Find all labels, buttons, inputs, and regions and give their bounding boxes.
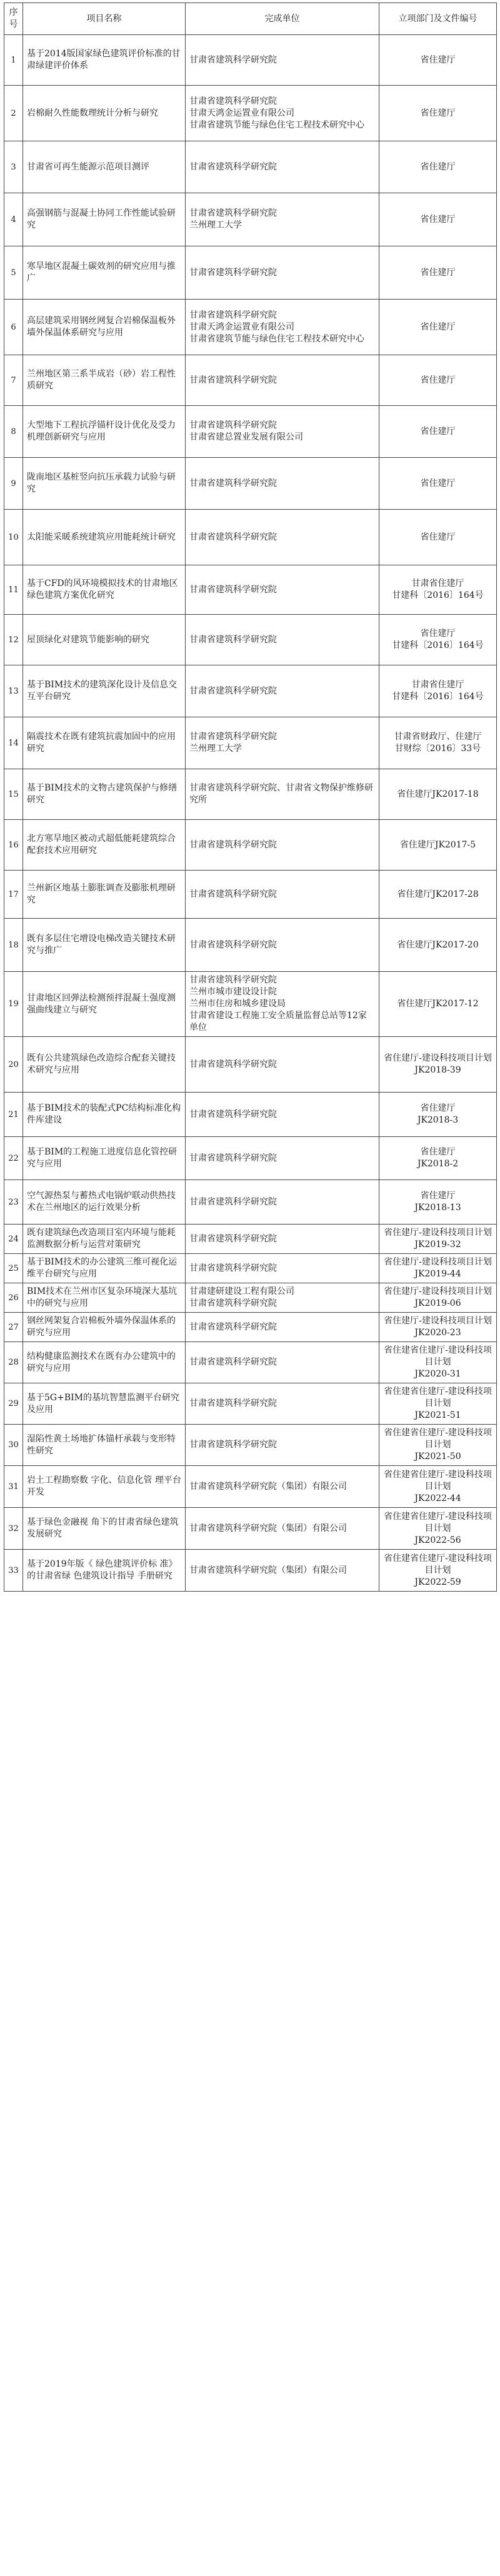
table-row bbox=[4, 1093, 497, 1137]
row-number: 12 bbox=[4, 615, 23, 665]
project-name: 岩棉耐久性能数理统计分析与研究 bbox=[23, 86, 186, 141]
dept-line: 省住建厅 bbox=[420, 321, 456, 332]
project-name: 陇南地区基桩竖向抗压承载力试验与研究 bbox=[23, 458, 186, 510]
dept-line: 省住建厅 bbox=[420, 161, 456, 172]
project-name: 隔震技术在既有建筑抗震加固中的应用研究 bbox=[23, 717, 186, 769]
approval-dept bbox=[379, 565, 497, 615]
approval-dept bbox=[379, 406, 497, 458]
dept-line: JK2021-51 bbox=[414, 1410, 461, 1420]
row-number: 18 bbox=[4, 919, 23, 972]
dept-line: 甘肃省住建厅 bbox=[411, 578, 464, 588]
table-row bbox=[4, 1254, 497, 1283]
project-name: 太阳能采暖系统建筑应用能耗统计研究 bbox=[23, 510, 186, 565]
row-number: 23 bbox=[4, 1180, 23, 1225]
project-name: 湿陷性黄土场地扩体锚杆承载与变形特性研究 bbox=[23, 1425, 186, 1466]
completing-unit bbox=[186, 246, 379, 300]
project-name: 基于BIM技术的办公建筑三维可视化运维平台研究与应用 bbox=[23, 1254, 186, 1283]
approval-dept bbox=[379, 1037, 497, 1093]
table-row bbox=[4, 919, 497, 972]
approval-dept bbox=[379, 615, 497, 665]
table-row bbox=[4, 1342, 497, 1383]
project-name: 结构健康监测技术在既有办公建筑中的研究与应用 bbox=[23, 1342, 186, 1383]
approval-dept bbox=[379, 35, 497, 86]
approval-dept bbox=[379, 972, 497, 1037]
completing-unit bbox=[186, 86, 379, 141]
dept-line: 省住建厅 bbox=[420, 1103, 456, 1113]
completing-unit bbox=[186, 355, 379, 406]
row-number: 2 bbox=[4, 86, 23, 141]
completing-unit bbox=[186, 972, 379, 1037]
completing-unit bbox=[186, 1093, 379, 1137]
dept-line: 省住建厅JK2017-5 bbox=[399, 839, 476, 850]
dept-line: 省住建省住建厅-建设科技项目计划 bbox=[384, 1428, 492, 1450]
project-name: 岩土工程勘察数 字化、信息化管 理平台开发 bbox=[23, 1466, 186, 1508]
dept-line: 省住建省住建厅-建设科技项目计划 bbox=[384, 1511, 492, 1533]
row-number: 13 bbox=[4, 665, 23, 717]
table-row bbox=[4, 458, 497, 510]
row-number: 31 bbox=[4, 1466, 23, 1508]
table-row bbox=[4, 300, 497, 355]
dept-line: JK2018-39 bbox=[414, 1065, 461, 1075]
unit-line: 甘肃省建筑科学研究院 bbox=[189, 96, 277, 106]
row-number: 16 bbox=[4, 820, 23, 871]
completing-unit bbox=[186, 510, 379, 565]
table-row bbox=[4, 86, 497, 141]
dept-line: 省住建厅JK2017-18 bbox=[397, 789, 479, 799]
unit-line: 甘肃省建筑科学研究院、甘肃省文物保护维修研究所 bbox=[189, 783, 373, 805]
unit-line: 甘肃省建筑科学研究院 bbox=[189, 161, 277, 172]
completing-unit bbox=[186, 1508, 379, 1550]
approval-dept bbox=[379, 458, 497, 510]
unit-line: 甘肃省建筑科学研究院 bbox=[189, 1440, 277, 1450]
table-row bbox=[4, 820, 497, 871]
completing-unit bbox=[186, 1342, 379, 1383]
unit-line: 甘肃省建筑科学研究院 bbox=[189, 375, 277, 385]
row-number: 6 bbox=[4, 300, 23, 355]
completing-unit bbox=[186, 35, 379, 86]
table-row bbox=[4, 1283, 497, 1313]
row-number: 17 bbox=[4, 871, 23, 919]
table-row bbox=[4, 665, 497, 717]
project-name: BIM技术在兰州市区复杂环境深大基坑中的研究与应用 bbox=[23, 1283, 186, 1313]
dept-line: JK2022-59 bbox=[414, 1577, 461, 1587]
dept-line: JK2020-31 bbox=[414, 1369, 461, 1379]
table-row bbox=[4, 871, 497, 919]
completing-unit bbox=[186, 1225, 379, 1254]
completing-unit bbox=[186, 1180, 379, 1225]
unit-line: 甘肃省建筑科学研究院 bbox=[189, 54, 277, 65]
approval-dept bbox=[379, 1466, 497, 1508]
project-name: 基于BIM技术的建筑深化设计及信息交互平台研究 bbox=[23, 665, 186, 717]
row-number: 27 bbox=[4, 1313, 23, 1342]
approval-dept bbox=[379, 1313, 497, 1342]
completing-unit bbox=[186, 406, 379, 458]
dept-line: 省住建省住建厅-建设科技项目计划 bbox=[384, 1386, 492, 1408]
approval-dept bbox=[379, 193, 497, 246]
table-row bbox=[4, 615, 497, 665]
dept-line: JK2019-32 bbox=[414, 1240, 461, 1250]
dept-line: JK2022-44 bbox=[414, 1493, 461, 1503]
dept-line: JK2019-44 bbox=[414, 1269, 461, 1279]
approval-dept bbox=[379, 717, 497, 769]
project-name: 基于CFD的风环境模拟技术的甘肃地区绿色建筑方案优化研究 bbox=[23, 565, 186, 615]
completing-unit bbox=[186, 458, 379, 510]
approval-dept bbox=[379, 665, 497, 717]
unit-line: 甘肃省建筑科学研究院 bbox=[189, 1059, 277, 1069]
table-row bbox=[4, 972, 497, 1037]
approval-dept bbox=[379, 1093, 497, 1137]
project-name: 既有多层住宅增设电梯改造关键技术研究与推广 bbox=[23, 919, 186, 972]
table-header-row bbox=[4, 3, 497, 35]
unit-line: 甘肃省建筑科学研究院 bbox=[189, 732, 277, 742]
table-row bbox=[4, 1313, 497, 1342]
completing-unit bbox=[186, 1037, 379, 1093]
unit-line: 甘肃省建筑科学研究院 bbox=[189, 634, 277, 645]
project-name: 大型地下工程抗浮锚杆设计优化及受力机理创新研究与应用 bbox=[23, 406, 186, 458]
unit-line: 甘肃省建筑科学研究院 bbox=[189, 267, 277, 278]
row-number: 20 bbox=[4, 1037, 23, 1093]
row-number: 5 bbox=[4, 246, 23, 300]
approval-dept bbox=[379, 1425, 497, 1466]
row-number: 25 bbox=[4, 1254, 23, 1283]
unit-line: 甘肃省建筑科学研究院 bbox=[189, 532, 277, 542]
unit-line: 甘肃省建筑科学研究院（集团）有限公司 bbox=[189, 1565, 347, 1575]
completing-unit bbox=[186, 665, 379, 717]
unit-line: 甘肃省建筑科学研究院 bbox=[189, 1298, 277, 1308]
dept-line: 省住建厅 bbox=[420, 426, 456, 437]
dept-line: 省住建厅 bbox=[420, 532, 456, 542]
row-number: 7 bbox=[4, 355, 23, 406]
dept-line: 省住建厅 bbox=[420, 108, 456, 118]
project-name: 既有建筑绿色改造项目室内环境与能耗监测数据分析与运营对策研究 bbox=[23, 1225, 186, 1254]
table-row bbox=[4, 35, 497, 86]
dept-line: 省住建厅 bbox=[420, 54, 456, 65]
approval-dept bbox=[379, 1342, 497, 1383]
table-row bbox=[4, 510, 497, 565]
dept-line: 甘建科〔2016〕164号 bbox=[392, 640, 484, 650]
approval-dept bbox=[379, 510, 497, 565]
completing-unit bbox=[186, 820, 379, 871]
unit-line: 甘肃天鸿金运置业有限公司 bbox=[189, 321, 294, 332]
row-number: 3 bbox=[4, 141, 23, 193]
dept-line: JK2021-50 bbox=[414, 1452, 461, 1462]
dept-line: 省住建厅-建设科技项目计划 bbox=[384, 1316, 492, 1326]
approval-dept bbox=[379, 1225, 497, 1254]
completing-unit bbox=[186, 1137, 379, 1180]
dept-line: 省住建厅 bbox=[420, 1191, 456, 1201]
unit-line: 甘肃省建设工程施工安全质量监督总站等12家单位 bbox=[189, 1011, 367, 1033]
unit-line: 甘肃省建筑科学研究院 bbox=[189, 939, 277, 950]
unit-line: 甘肃省建筑科学研究院 bbox=[189, 420, 277, 430]
completing-unit bbox=[186, 141, 379, 193]
project-name: 基于BIM的工程施工进度信息化管控研究与应用 bbox=[23, 1137, 186, 1180]
dept-line: JK2020-23 bbox=[414, 1328, 461, 1338]
unit-line: 甘肃省建筑科学研究院（集团）有限公司 bbox=[189, 1523, 347, 1533]
project-name: 甘肃地区回弹法检测预拌混凝土强度测强曲线建立与研究 bbox=[23, 972, 186, 1037]
completing-unit bbox=[186, 1425, 379, 1466]
row-number: 32 bbox=[4, 1508, 23, 1550]
row-number: 8 bbox=[4, 406, 23, 458]
unit-line: 甘肃省建筑科学研究院 bbox=[189, 208, 277, 218]
project-name: 既有公共建筑绿色改造综合配套关键技术研究与应用 bbox=[23, 1037, 186, 1093]
approval-dept bbox=[379, 300, 497, 355]
unit-line: 甘肃省建筑科学研究院 bbox=[189, 1321, 277, 1332]
unit-line: 甘肃省建筑科学研究院 bbox=[189, 1153, 277, 1163]
unit-line: 甘肃省建筑科学研究院 bbox=[189, 889, 277, 899]
completing-unit bbox=[186, 1383, 379, 1425]
completing-unit bbox=[186, 1466, 379, 1508]
unit-line: 甘肃省建筑科学研究院 bbox=[189, 975, 277, 985]
table-row bbox=[4, 1037, 497, 1093]
unit-line: 兰州理工大学 bbox=[189, 220, 242, 230]
approval-dept bbox=[379, 1508, 497, 1550]
table-row bbox=[4, 246, 497, 300]
unit-line: 甘肃省建筑科学研究院 bbox=[189, 1357, 277, 1367]
unit-line: 甘肃省建筑科学研究院 bbox=[189, 1109, 277, 1119]
project-name: 屋顶绿化对建筑节能影响的研究 bbox=[23, 615, 186, 665]
table-row bbox=[4, 1383, 497, 1425]
dept-line: 省住建厅-建设科技项目计划 bbox=[384, 1053, 492, 1063]
dept-line: 甘建科〔2016〕164号 bbox=[392, 590, 484, 600]
approval-dept bbox=[379, 141, 497, 193]
unit-line: 甘肃省建筑科学研究院 bbox=[189, 1263, 277, 1273]
unit-line: 甘肃省建筑科学研究院 bbox=[189, 839, 277, 850]
unit-line: 甘肃建研建设工程有限公司 bbox=[189, 1286, 294, 1296]
unit-line: 兰州市住房和城乡建设局 bbox=[189, 999, 286, 1009]
dept-line: 省住建厅 bbox=[420, 375, 456, 385]
completing-unit bbox=[186, 300, 379, 355]
project-name: 寒旱地区混凝土碳效剂的研究应用与推广 bbox=[23, 246, 186, 300]
approval-dept bbox=[379, 1383, 497, 1425]
project-table bbox=[4, 3, 497, 1592]
unit-line: 甘肃天鸿金运置业有限公司 bbox=[189, 108, 294, 118]
row-number: 21 bbox=[4, 1093, 23, 1137]
completing-unit bbox=[186, 769, 379, 820]
dept-line: JK2022-56 bbox=[414, 1535, 461, 1545]
project-name: 基于2019年版《 绿色建筑评价标 准》的甘肃省绿 色建筑设计指导 手册研究 bbox=[23, 1550, 186, 1592]
dept-line: JK2018-2 bbox=[417, 1159, 459, 1169]
completing-unit bbox=[186, 565, 379, 615]
unit-line: 甘肃省建筑节能与绿色住宅工程技术研究中心 bbox=[189, 333, 364, 344]
project-name: 兰州新区地基土膨胀调查及膨胀机理研究 bbox=[23, 871, 186, 919]
row-number: 14 bbox=[4, 717, 23, 769]
row-number: 26 bbox=[4, 1283, 23, 1313]
approval-dept bbox=[379, 1180, 497, 1225]
table-row bbox=[4, 193, 497, 246]
table-row bbox=[4, 406, 497, 458]
dept-line: 甘肃省财政厅、住建厅 bbox=[394, 732, 482, 742]
project-name: 高强钢筋与混凝土协同工作性能试验研究 bbox=[23, 193, 186, 246]
approval-dept bbox=[379, 1550, 497, 1592]
dept-line: 甘财综〔2016〕33号 bbox=[394, 744, 481, 754]
approval-dept bbox=[379, 769, 497, 820]
unit-line: 甘肃省建筑科学研究院（集团）有限公司 bbox=[189, 1481, 347, 1492]
header-name: 项目名称 bbox=[23, 3, 186, 35]
unit-line: 甘肃省建筑科学研究院 bbox=[189, 1196, 277, 1207]
dept-line: JK2018-13 bbox=[414, 1203, 461, 1213]
completing-unit bbox=[186, 1313, 379, 1342]
dept-line: JK2018-3 bbox=[417, 1115, 459, 1125]
row-number: 11 bbox=[4, 565, 23, 615]
approval-dept bbox=[379, 1283, 497, 1313]
dept-line: 甘肃省住建厅 bbox=[411, 680, 464, 690]
row-number: 33 bbox=[4, 1550, 23, 1592]
approval-dept bbox=[379, 246, 497, 300]
table-row bbox=[4, 1508, 497, 1550]
row-number: 24 bbox=[4, 1225, 23, 1254]
header-dept: 立项部门及文件编号 bbox=[379, 3, 497, 35]
dept-line: 省住建厅-建设科技项目计划 bbox=[384, 1257, 492, 1267]
unit-line: 甘肃省建筑科学研究院 bbox=[189, 310, 277, 320]
approval-dept bbox=[379, 1137, 497, 1180]
header-no: 序号 bbox=[4, 3, 23, 35]
dept-line: 省住建厅 bbox=[420, 267, 456, 278]
table-row bbox=[4, 1225, 497, 1254]
project-name: 空气源热泵与蓄热式电锅炉联动供热技术在兰州地区的运行效果分析 bbox=[23, 1180, 186, 1225]
approval-dept bbox=[379, 919, 497, 972]
dept-line: 省住建省住建厅-建设科技项目计划 bbox=[384, 1469, 492, 1492]
approval-dept bbox=[379, 1254, 497, 1283]
project-name: 基于BIM技术的装配式PC结构标准化构件库建设 bbox=[23, 1093, 186, 1137]
table-row bbox=[4, 1137, 497, 1180]
project-name: 甘肃省可再生能源示范项目测评 bbox=[23, 141, 186, 193]
table-row bbox=[4, 717, 497, 769]
dept-line: 省住建厅 bbox=[420, 629, 456, 639]
project-name: 基于5G+BIM的基坑智慧监测平台研究及应用 bbox=[23, 1383, 186, 1425]
dept-line: 省住建厅-建设科技项目计划 bbox=[384, 1228, 492, 1238]
header-unit: 完成单位 bbox=[186, 3, 379, 35]
project-name: 基于BIM技术的文物古建筑保护与修缮研究 bbox=[23, 769, 186, 820]
unit-line: 兰州理工大学 bbox=[189, 744, 242, 754]
unit-line: 甘肃省建筑科学研究院 bbox=[189, 1398, 277, 1408]
completing-unit bbox=[186, 1550, 379, 1592]
approval-dept bbox=[379, 871, 497, 919]
project-name: 北方寒旱地区被动式超低能耗建筑综合配套技术应用研究 bbox=[23, 820, 186, 871]
table-row bbox=[4, 769, 497, 820]
table-row bbox=[4, 1425, 497, 1466]
completing-unit bbox=[186, 919, 379, 972]
unit-line: 甘肃省建总置业发展有限公司 bbox=[189, 432, 303, 442]
approval-dept bbox=[379, 355, 497, 406]
unit-line: 甘肃省建筑科学研究院 bbox=[189, 478, 277, 488]
unit-line: 甘肃省建筑科学研究院 bbox=[189, 584, 277, 595]
project-name: 高层建筑采用钢丝网复合岩棉保温板外墙外保温体系研究与应用 bbox=[23, 300, 186, 355]
row-number: 29 bbox=[4, 1383, 23, 1425]
table-row bbox=[4, 565, 497, 615]
row-number: 1 bbox=[4, 35, 23, 86]
completing-unit bbox=[186, 1283, 379, 1313]
unit-line: 甘肃省建筑节能与绿色住宅工程技术研究中心 bbox=[189, 119, 364, 130]
table-row bbox=[4, 1466, 497, 1508]
completing-unit bbox=[186, 615, 379, 665]
dept-line: 省住建厅JK2017-12 bbox=[397, 999, 479, 1009]
project-name: 基于2014版国家绿色建筑评价标准的甘肃绿建评价体系 bbox=[23, 35, 186, 86]
dept-line: 省住建厅-建设科技项目计划 bbox=[384, 1286, 492, 1296]
dept-line: 省住建厅 bbox=[420, 478, 456, 488]
table-row bbox=[4, 1180, 497, 1225]
unit-line: 甘肃省建筑科学研究院 bbox=[189, 685, 277, 696]
approval-dept bbox=[379, 86, 497, 141]
table-row bbox=[4, 355, 497, 406]
row-number: 22 bbox=[4, 1137, 23, 1180]
dept-line: 甘建科〔2016〕164号 bbox=[392, 692, 484, 702]
table-row bbox=[4, 1550, 497, 1592]
dept-line: 省住建厅 bbox=[420, 1147, 456, 1157]
approval-dept bbox=[379, 820, 497, 871]
completing-unit bbox=[186, 717, 379, 769]
row-number: 15 bbox=[4, 769, 23, 820]
completing-unit bbox=[186, 1254, 379, 1283]
row-number: 4 bbox=[4, 193, 23, 246]
unit-line: 兰州市城市建设设计院 bbox=[189, 987, 277, 997]
completing-unit bbox=[186, 193, 379, 246]
table-row bbox=[4, 141, 497, 193]
dept-line: JK2019-06 bbox=[414, 1298, 461, 1308]
project-name: 兰州地区第三系半成岩（砂）岩工程性质研究 bbox=[23, 355, 186, 406]
dept-line: 省住建厅JK2017-28 bbox=[397, 889, 479, 899]
dept-line: 省住建厅JK2017-20 bbox=[397, 939, 479, 950]
row-number: 9 bbox=[4, 458, 23, 510]
project-name: 基于绿色金融视 角下的甘肃省绿色建筑发展研究 bbox=[23, 1508, 186, 1550]
dept-line: 省住建省住建厅-建设科技项目计划 bbox=[384, 1345, 492, 1367]
dept-line: 省住建省住建厅-建设科技项目计划 bbox=[384, 1553, 492, 1575]
project-name: 钢丝网架复合岩棉板外墙外保温体系的研究与应用 bbox=[23, 1313, 186, 1342]
completing-unit bbox=[186, 871, 379, 919]
row-number: 30 bbox=[4, 1425, 23, 1466]
row-number: 10 bbox=[4, 510, 23, 565]
unit-line: 甘肃省建筑科学研究院 bbox=[189, 1233, 277, 1244]
dept-line: 省住建厅 bbox=[420, 214, 456, 225]
row-number: 19 bbox=[4, 972, 23, 1037]
row-number: 28 bbox=[4, 1342, 23, 1383]
